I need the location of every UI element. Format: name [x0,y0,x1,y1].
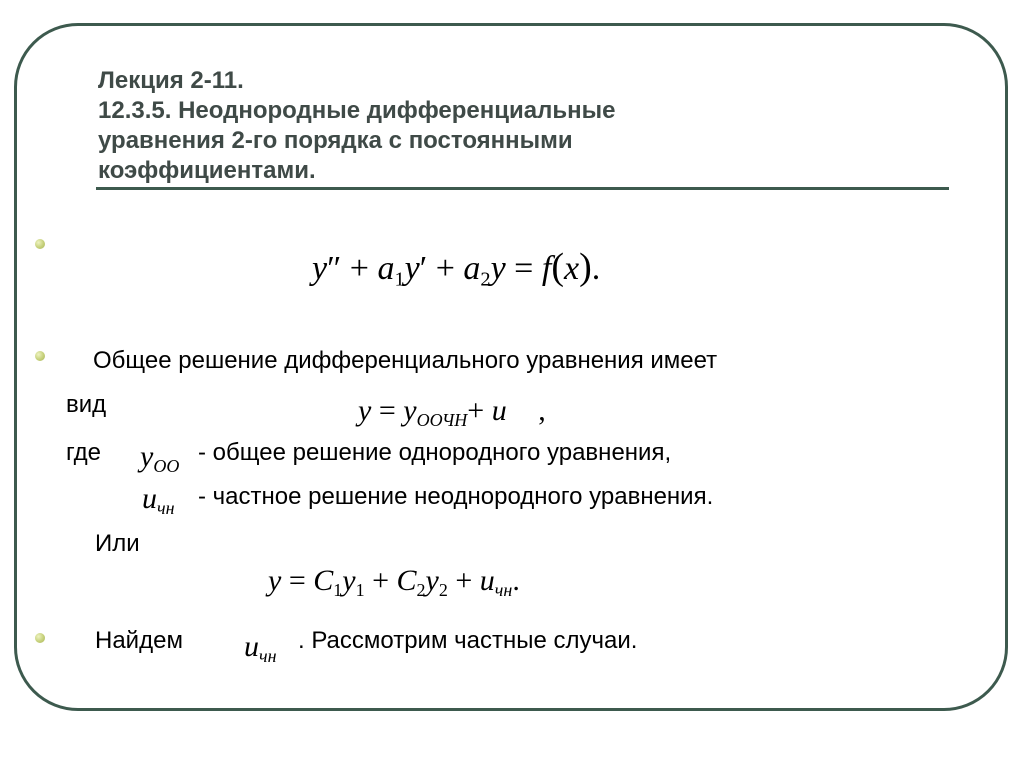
eq-comma: , [538,394,546,427]
vid-text: вид [66,391,107,418]
eq-lparen: ( [551,246,564,288]
eq-sub-1: 1 [394,268,405,291]
title-line-2: 12.3.5. Неоднородные дифференциальные [98,97,616,124]
eq-plus: + [349,250,369,287]
eq-y: y [312,250,328,287]
eq-dprime: ″ [327,250,342,287]
eq-a: a [377,250,395,287]
eq-plus: + [435,250,455,287]
eq-C: C [313,564,334,597]
eq-sub-2: 2 [480,268,491,291]
title-line-4: коэффициентами. [98,157,316,184]
eq-sub-2: 2 [416,579,426,600]
eq-sub-oo: ОО [153,455,180,476]
title-line-1: Лекция 2-11. [98,67,244,94]
eq-y: y [268,564,282,597]
bullet-icon [35,351,45,361]
eq-plus: + [467,394,485,427]
eq-equals: = [514,250,534,287]
yoo-description: - общее решение однородного уравнения, [198,439,672,466]
equation-main [312,246,601,291]
eq-y: y [358,394,372,427]
eq-dot: . [591,250,601,287]
bullet-icon [35,239,45,249]
eq-x: x [563,250,580,287]
eq-u: u [142,482,157,515]
bullet-icon [35,633,45,643]
eq-u: u [244,630,259,663]
eq-rparen: ) [579,246,592,288]
eq-y: y [490,250,506,287]
eq-sub-chn: чн [157,497,175,518]
eq-equals: = [288,564,306,597]
general-solution-text: Общее решение дифференциального уравнения имеет [93,347,718,374]
eq-sub-1: 1 [333,579,343,600]
naidem-text: Найдем [95,627,183,654]
eq-plus: + [372,564,390,597]
eq-sub-1: 1 [355,579,365,600]
eq-plus: + [455,564,473,597]
title-underline [96,187,949,190]
eq-u: u [491,394,507,427]
eq-C: C [396,564,417,597]
eq-y: y [403,394,417,427]
where-text: где [66,439,102,466]
eq-y: y [404,250,420,287]
uchn-description: - частное решение неоднородного уравнения. [198,483,714,510]
eq-dot: . [512,564,520,597]
slide-title [98,66,958,186]
eq-a: a [463,250,481,287]
eq-sub-oochn: ООЧН [416,409,468,430]
eq-y: y [342,564,356,597]
symbol-uchn-inline [244,630,277,666]
equation-general-solution [358,394,546,430]
eq-sub-2: 2 [438,579,448,600]
eq-f: f [541,250,552,287]
eq-equals: = [378,394,396,427]
eq-y: y [425,564,439,597]
equation-alternative [268,564,520,600]
eq-y: y [140,440,154,473]
eq-u: u [479,564,495,597]
eq-sub-chn: чн [259,645,277,666]
ili-text: Или [95,530,140,557]
title-line-3: уравнения 2-го порядка с постоянными [98,127,573,154]
eq-sub-chn: чн [494,579,513,600]
symbol-yoo [140,440,180,476]
symbol-uchn [142,482,175,518]
eq-prime: ′ [419,250,428,287]
consider-text: . Рассмотрим частные случаи. [298,627,638,654]
